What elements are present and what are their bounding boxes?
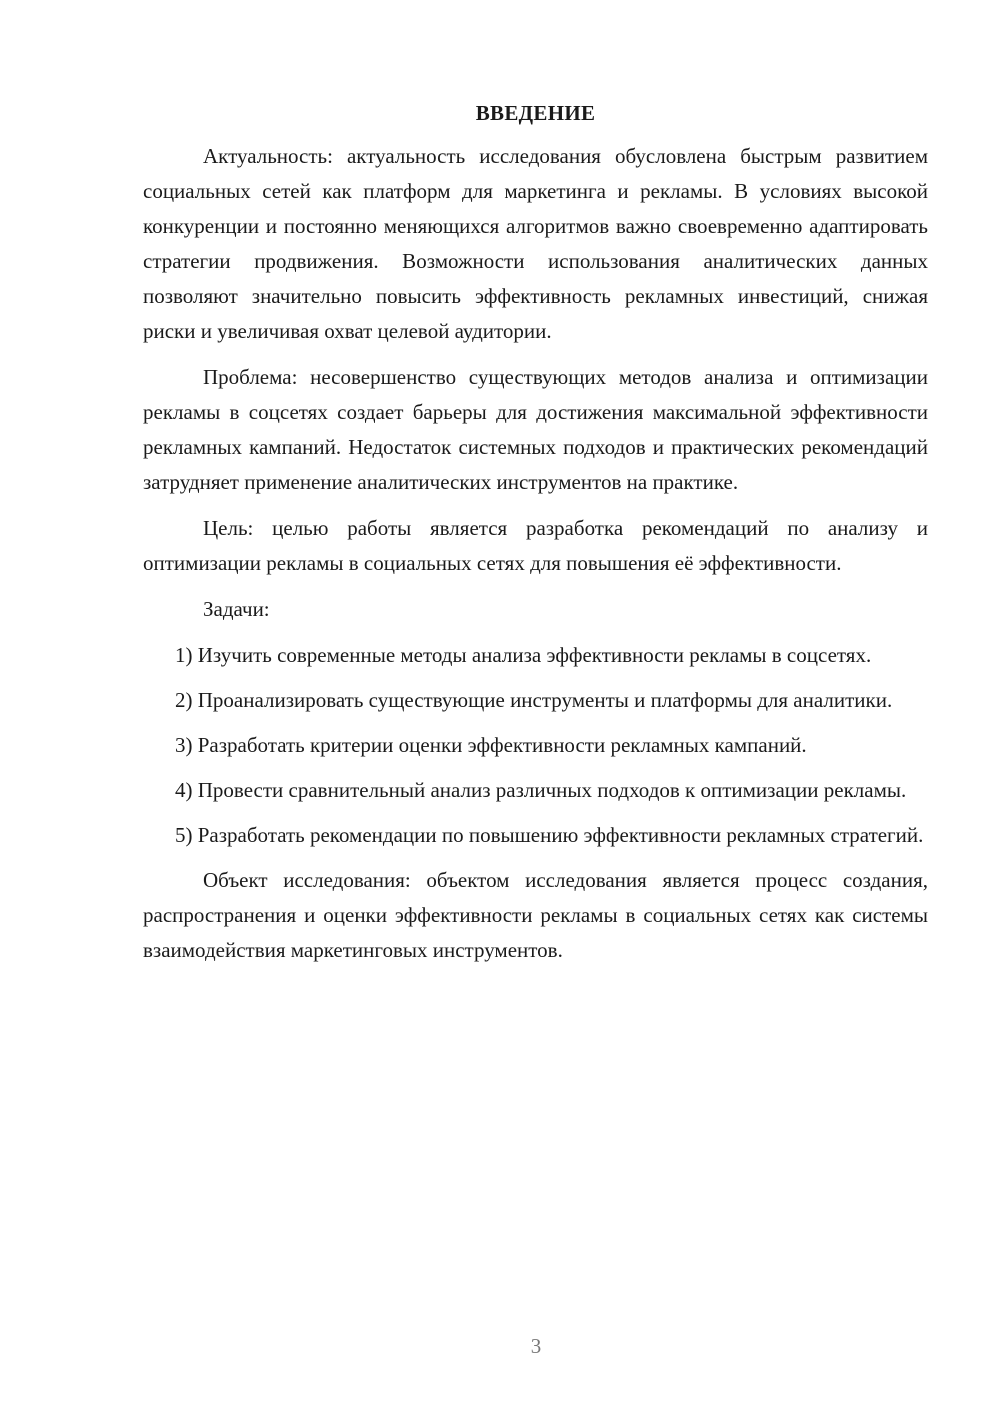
section-heading: ВВЕДЕНИЕ (475, 101, 596, 125)
paragraph-relevance: Актуальность: актуальность исследования обусловлена быстрым развитием социальных сетей как платформ для маркетинга и рекламы. В условиях высокой конкуренции и постоянно меняющихся алгоритмов важно своевременно адаптировать стратегии продвижения. Возможности использования аналитических данных позволяют значительно повысить эффективность рекламных инвестиций, снижая риски и увеличивая охват целевой аудитории. (143, 144, 928, 343)
page-number: 3 (530, 1334, 542, 1358)
tasks-label: Задачи: (203, 597, 270, 621)
page-content (143, 96, 928, 979)
paragraph-object: Объект исследования: объектом исследования является процесс создания, распространения и оценки эффективности рекламы в социальных сетях как системы взаимодействия маркетинговых инструментов. (143, 868, 928, 962)
task-item-3: 3) Разработать критерии оценки эффективности рекламных кампаний. (175, 733, 807, 757)
task-item-5: 5) Разработать рекомендации по повышению эффективности рекламных стратегий. (175, 823, 924, 847)
paragraph-problem: Проблема: несовершенство существующих методов анализа и оптимизации рекламы в соцсетях создает барьеры для достижения максимальной эффективности рекламных кампаний. Недостаток системных подходов и практических рекомендаций затрудняет применение аналитических инструментов на практике. (143, 365, 928, 494)
task-item-2: 2) Проанализировать существующие инструменты и платформы для аналитики. (175, 688, 893, 712)
paragraph-goal: Цель: целью работы является разработка рекомендаций по анализу и оптимизации рекламы в социальных сетях для повышения её эффективности. (143, 516, 928, 575)
task-item-1: 1) Изучить современные методы анализа эффективности рекламы в соцсетях. (175, 643, 872, 667)
task-item-4: 4) Провести сравнительный анализ различных подходов к оптимизации рекламы. (175, 778, 907, 802)
